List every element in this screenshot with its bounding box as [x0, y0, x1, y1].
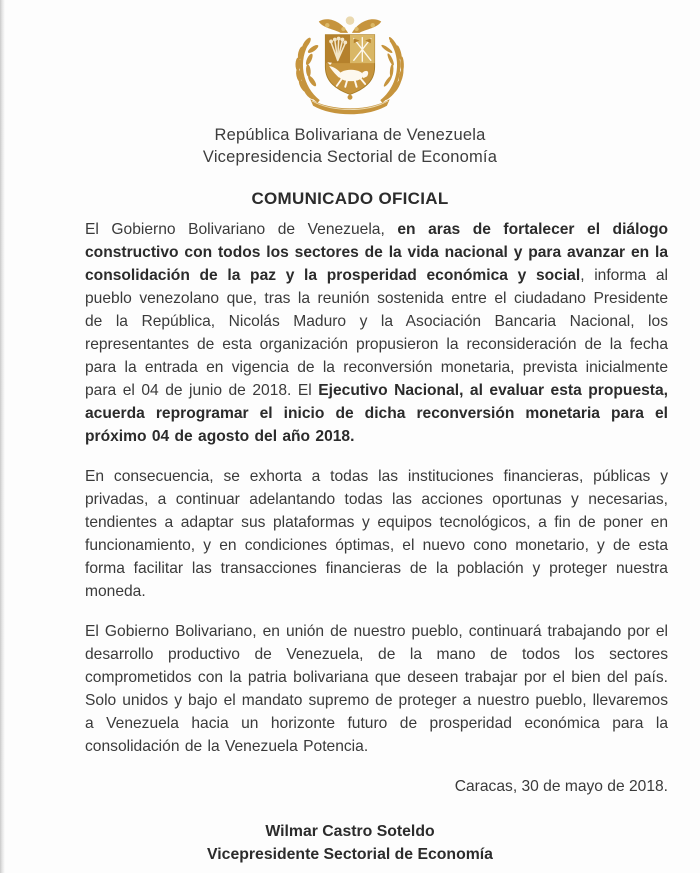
paragraph-segment: El Gobierno Bolivariano de Venezuela, [85, 221, 398, 238]
paragraph [85, 465, 668, 603]
signature-block [0, 820, 700, 866]
venezuela-coat-of-arms-icon [283, 13, 417, 119]
paragraph [85, 218, 668, 448]
emblem-container [0, 0, 700, 119]
org-name-line1: República Bolivariana de Venezuela [214, 126, 486, 144]
document-title: COMUNICADO OFICIAL [251, 189, 449, 208]
paragraph [85, 620, 668, 758]
paragraph-segment: En consecuencia, se exhorta a todas las instituciones financieras, públicas y privadas, a continuar adelantando todas las acciones oportunas y necesarias, tendientes a adaptar sus plataformas y equipos tecnológicos, a fin de poner en funcionamiento, y en condiciones óptimas, el nuevo cono monetario, y de esta forma facilitar las transacciones financieras de la población y proteger nuestra moneda. [85, 468, 668, 600]
paragraph-segment: , informa al pueblo venezolano que, tras la reunión sostenida entre el ciudadano Presidente de la República, Nicolás Maduro y la Asociación Bancaria Nacional, los representantes de esta organización propusieron la reconsideración de la fecha para la entrada en vigencia de la reconversión monetaria, prevista inicialmente para el 04 de junio de 2018. El [85, 267, 668, 399]
paragraph-segment: El Gobierno Bolivariano, en unión de nuestro pueblo, continuará trabajando por el desarrollo productivo de Venezuela, de la mano de todos los sectores comprometidos con la patria bolivariana que deseen trabajar por el bien del país. Solo unidos y bajo el mandato supremo de proteger a nuestro pueblo, llevaremos a Venezuela hacia un horizonte futuro de prosperidad económica para la consolidación de la Venezuela Potencia. [85, 623, 668, 755]
paragraph-bold-segment: en aras de fortalecer el diálogo constructivo con todos los sectores de la vida nacional y para avanzar en la consolidación de la paz y la prosperidad económica y social [85, 221, 668, 284]
paragraph-bold-segment: Ejecutivo Nacional, al evaluar esta propuesta, acuerda reprogramar el inicio de dicha reconversión monetaria para el próximo 04 de agosto del año 2018. [85, 382, 668, 445]
org-name-line2: Vicepresidencia Sectorial de Economía [202, 147, 498, 166]
signature-name: Wilmar Castro Soteldo [265, 823, 435, 840]
dateline: Caracas, 30 de mayo de 2018. [454, 778, 668, 795]
document-body [85, 218, 668, 758]
signature-title: Vicepresidente Sectorial de Economía [207, 846, 493, 863]
